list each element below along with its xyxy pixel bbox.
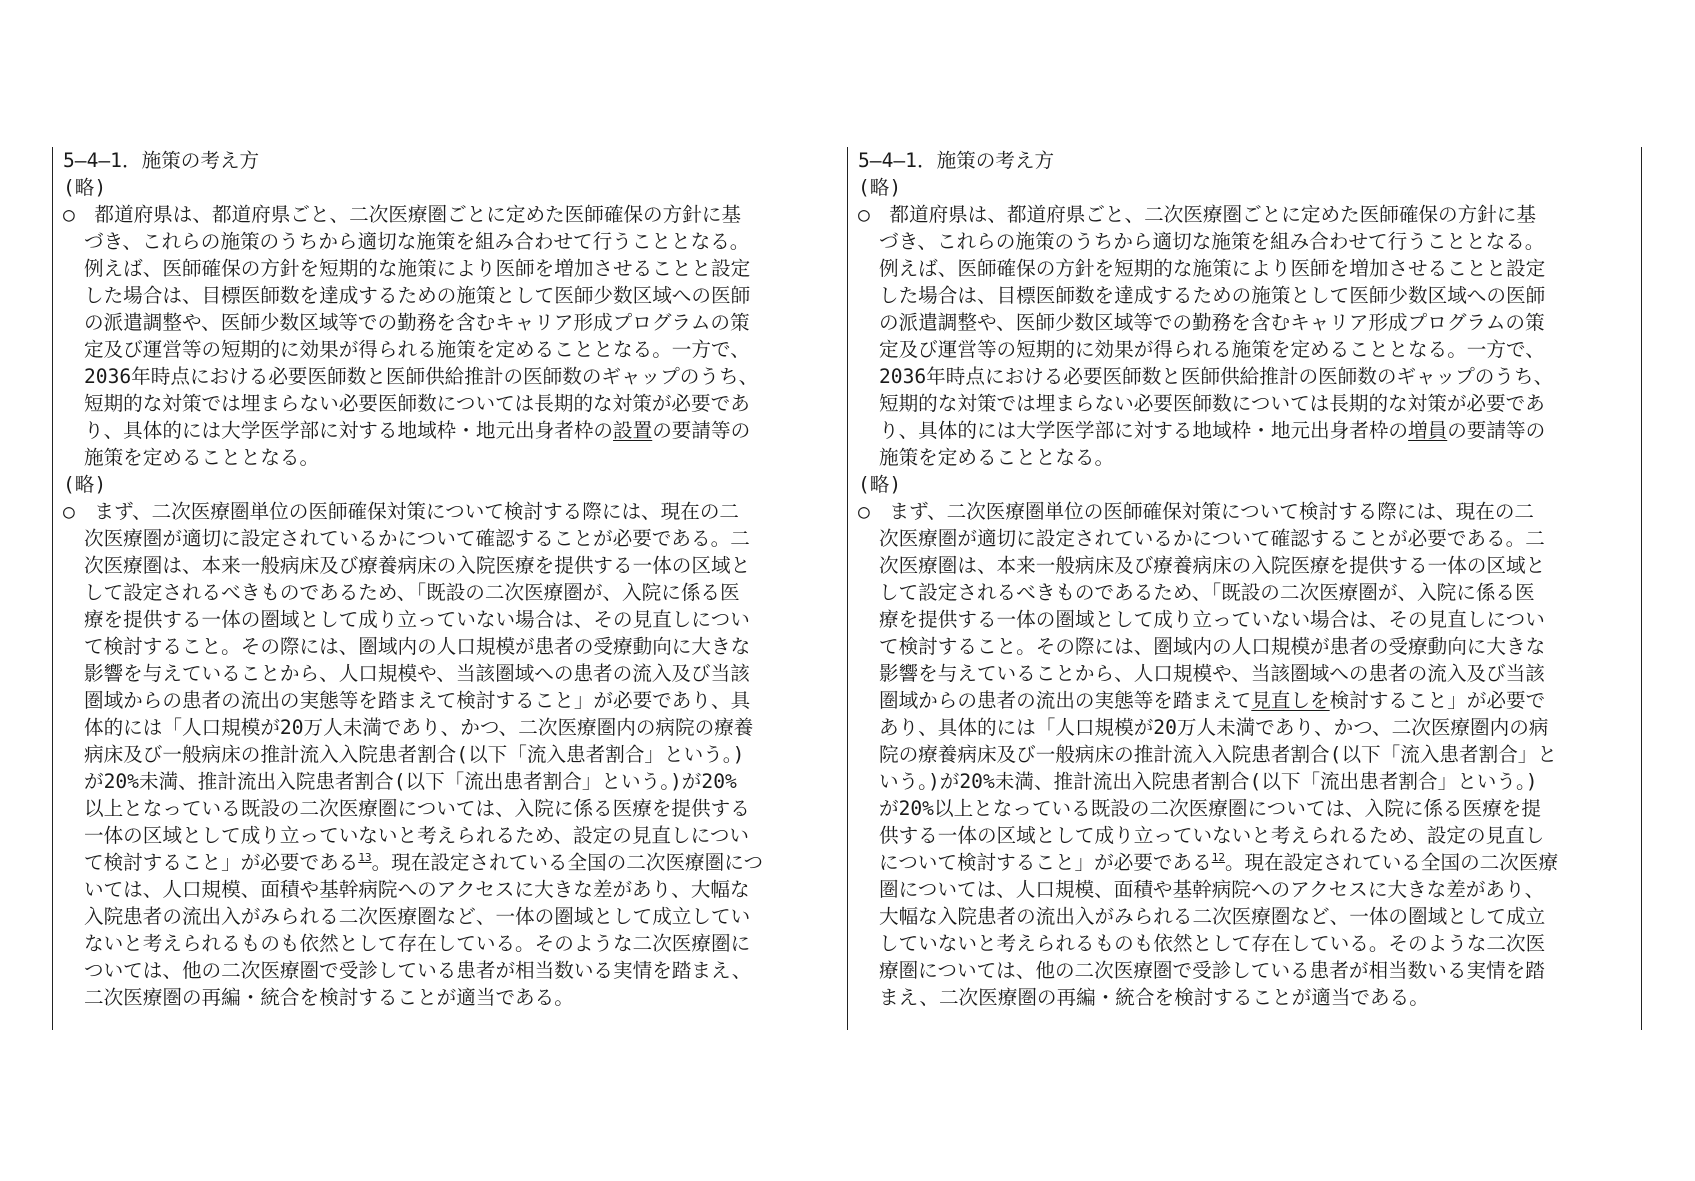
text-line: 影響を与えていることから、人口規模や、当該圏域への患者の流入及び当該 <box>84 662 750 685</box>
text-line: 次医療圏が適切に設定されているかについて確認することが必要である。二 <box>84 527 750 550</box>
paragraph-1 <box>63 201 833 471</box>
text-line: て検討すること。その際には、圏域内の人口規模が患者の受療動向に大きな <box>879 635 1546 658</box>
text-line: 次医療圏は、本来一般病床及び療養病床の入院医療を提供する一体の区域と <box>84 554 751 577</box>
text-line: の派遣調整や、医師少数区域等での勤務を含むキャリア形成プログラムの策 <box>879 311 1545 334</box>
paragraph-2 <box>63 498 833 1011</box>
text-line: あり、具体的には「人口規模が20万人未満であり、かつ、二次医療圏内の病 <box>879 716 1549 739</box>
text-line: して設定されるべきものであるため、「既設の二次医療圏が、入院に係る医 <box>84 581 740 604</box>
omitted-note: (略) <box>858 473 902 496</box>
paragraph-2 <box>858 498 1628 1011</box>
text-line: 圏については、人口規模、面積や基幹病院へのアクセスに大きな差があり、 <box>879 878 1545 901</box>
text-line: 2036年時点における必要医師数と医師供給推計の医師数のギャップのうち、 <box>84 365 759 388</box>
omitted-note: (略) <box>63 176 107 199</box>
text-line: づき、これらの施策のうちから適切な施策を組み合わせて行うこととなる。 <box>879 230 1545 253</box>
text-line: 病床及び一般病床の推計流入入院患者割合(以下「流入患者割合」という。) <box>84 743 745 766</box>
table-divider-center <box>847 147 848 1030</box>
text-line: について検討すること」が必要である$^{12}$。現在設定されている全国の二次医療 <box>879 851 1559 874</box>
footnote-ref[interactable]: 12 <box>1211 851 1225 864</box>
text-line: 影響を与えていることから、人口規模や、当該圏域への患者の流入及び当該 <box>879 662 1545 685</box>
new-text-column <box>858 147 1628 1011</box>
underlined-change: 見直しを <box>1251 689 1330 712</box>
text-line: 都道府県は、都道府県ごと、二次医療圏ごとに定めた医師確保の方針に基 <box>869 203 1536 226</box>
text-line: の派遣調整や、医師少数区域等での勤務を含むキャリア形成プログラムの策 <box>84 311 750 334</box>
text-line: ついては、他の二次医療圏で受診している患者が相当数いる実情を踏まえ、 <box>84 959 752 982</box>
text-line: 2036年時点における必要医師数と医師供給推計の医師数のギャップのうち、 <box>879 365 1554 388</box>
section-heading: 5―4―1．施策の考え方 <box>858 149 1055 172</box>
underlined-change: 設置 <box>613 419 653 442</box>
text-line: 入院患者の流出入がみられる二次医療圏など、一体の圏域として成立してい <box>84 905 751 928</box>
paragraph-1 <box>858 201 1628 471</box>
table-border-left <box>52 147 53 1030</box>
text-line: した場合は、目標医師数を達成するための施策として医師少数区域への医師 <box>84 284 751 307</box>
text-line: て検討すること」が必要である$^{13}$。現在設定されている全国の二次医療圏につ <box>84 851 764 874</box>
text-line: 二次医療圏の再編・統合を検討することが適当である。 <box>84 986 574 1009</box>
text-line: した場合は、目標医師数を達成するための施策として医師少数区域への医師 <box>879 284 1546 307</box>
bullet-circle: ○ <box>858 500 870 523</box>
text-line: 大幅な入院患者の流出入がみられる二次医療圏など、一体の圏域として成立 <box>879 905 1546 928</box>
bullet-circle: ○ <box>63 203 75 226</box>
comparison-table <box>52 147 1642 1030</box>
text-line: 施策を定めることとなる。 <box>879 446 1115 469</box>
text-line: 療を提供する一体の圏域として成り立っていない場合は、その見直しについ <box>84 608 750 631</box>
text-line: まず、二次医療圏単位の医師確保対策について検討する際には、現在の二 <box>869 500 1535 523</box>
bullet-circle: ○ <box>858 203 870 226</box>
text-line: 例えば、医師確保の方針を短期的な施策により医師を増加させることと設定 <box>879 257 1546 280</box>
text-line: 院の療養病床及び一般病床の推計流入入院患者割合(以下「流入患者割合」と <box>879 743 1557 766</box>
text-line: 以上となっている既設の二次医療圏については、入院に係る医療を提供する <box>84 797 750 820</box>
text-line: 次医療圏は、本来一般病床及び療養病床の入院医療を提供する一体の区域と <box>879 554 1546 577</box>
text-line: 療を提供する一体の圏域として成り立っていない場合は、その見直しについ <box>879 608 1545 631</box>
text-line: まず、二次医療圏単位の医師確保対策について検討する際には、現在の二 <box>74 500 740 523</box>
text-line: 都道府県は、都道府県ごと、二次医療圏ごとに定めた医師確保の方針に基 <box>74 203 741 226</box>
text-line: いては、人口規模、面積や基幹病院へのアクセスに大きな差があり、大幅な <box>84 878 750 901</box>
text-line: 次医療圏が適切に設定されているかについて確認することが必要である。二 <box>879 527 1545 550</box>
text-line: いう。)が20%未満、推計流出入院患者割合(以下「流出患者割合」という。) <box>879 770 1538 793</box>
omitted-note: (略) <box>63 473 107 496</box>
text-line: まえ、二次医療圏の再編・統合を検討することが適当である。 <box>879 986 1429 1009</box>
text-line: 定及び運営等の短期的に効果が得られる施策を定めることとなる。一方で、 <box>84 338 750 361</box>
text-line: 療圏については、他の二次医療圏で受診している患者が相当数いる実情を踏 <box>879 959 1545 982</box>
text-line: が20%未満、推計流出入院患者割合(以下「流出患者割合」という。)が20% <box>84 770 737 793</box>
section-heading: 5―4―1．施策の考え方 <box>63 149 260 172</box>
text-line: 定及び運営等の短期的に効果が得られる施策を定めることとなる。一方で、 <box>879 338 1545 361</box>
bullet-circle: ○ <box>63 500 75 523</box>
underlined-change: 増員 <box>1408 419 1448 442</box>
table-border-right <box>1641 147 1642 1030</box>
text-line: していないと考えられるものも依然として存在している。そのような二次医 <box>879 932 1546 955</box>
text-line: 短期的な対策では埋まらない必要医師数については長期的な対策が必要であ <box>84 392 750 415</box>
text-line: 例えば、医師確保の方針を短期的な施策により医師を増加させることと設定 <box>84 257 751 280</box>
omitted-note: (略) <box>858 176 902 199</box>
text-line: ないと考えられるものも依然として存在している。そのような二次医療圏に <box>84 932 751 955</box>
text-line: 供する一体の区域として成り立っていないと考えられるため、設定の見直し <box>879 824 1545 847</box>
text-line: 施策を定めることとなる。 <box>84 446 320 469</box>
text-line: 一体の区域として成り立っていないと考えられるため、設定の見直しについ <box>84 824 750 847</box>
text-line: が20%以上となっている既設の二次医療圏については、入院に係る医療を提 <box>879 797 1541 820</box>
old-text-column <box>63 147 833 1011</box>
text-line: 圏域からの患者の流出の実態等を踏まえて見直しを検討すること」が必要で <box>879 689 1546 712</box>
text-line: り、具体的には大学医学部に対する地域枠・地元出身者枠の設置の要請等の <box>84 419 751 442</box>
text-line: て検討すること。その際には、圏域内の人口規模が患者の受療動向に大きな <box>84 635 751 658</box>
text-line: づき、これらの施策のうちから適切な施策を組み合わせて行うこととなる。 <box>84 230 750 253</box>
text-line: して設定されるべきものであるため、「既設の二次医療圏が、入院に係る医 <box>879 581 1535 604</box>
text-line: 体的には「人口規模が20万人未満であり、かつ、二次医療圏内の病院の療養 <box>84 716 754 739</box>
text-line: り、具体的には大学医学部に対する地域枠・地元出身者枠の増員の要請等の <box>879 419 1546 442</box>
text-line: 短期的な対策では埋まらない必要医師数については長期的な対策が必要であ <box>879 392 1545 415</box>
text-line: 圏域からの患者の流出の実態等を踏まえて検討すること」が必要であり、具 <box>84 689 751 712</box>
footnote-ref[interactable]: 13 <box>358 851 372 864</box>
